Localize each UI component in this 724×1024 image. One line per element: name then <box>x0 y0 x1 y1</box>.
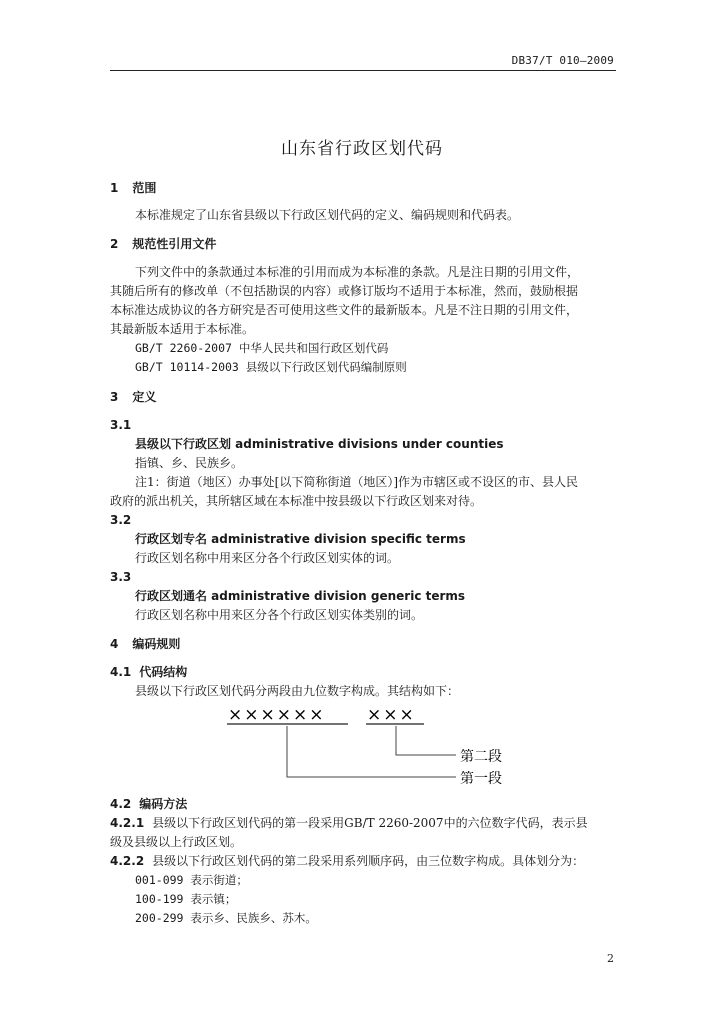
paragraph-line: 下列文件中的条款通过本标准的引用而成为本标准的条款。凡是注日期的引用文件， <box>135 265 580 279</box>
definition-text: 指镇、乡、民族乡。 <box>135 456 244 470</box>
label-second-segment: 第二段 <box>460 749 502 765</box>
clause-number: 4.2.1 <box>110 816 145 830</box>
code-range-item: 200-299 表示乡、民族乡、苏木。 <box>135 911 317 925</box>
part-1-connector <box>287 726 456 777</box>
subsection-title: 代码结构 <box>139 665 188 679</box>
definition-number: 3.3 <box>110 570 132 584</box>
subsection-4-1-text: 县级以下行政区划代码分两段由九位数字构成。其结构如下： <box>135 684 460 698</box>
section-number: 1 <box>110 181 119 195</box>
section-number: 4 <box>110 637 119 651</box>
definition-term: 行政区划专名 administrative division specific terms <box>135 532 466 546</box>
page-title: 山东省行政区划代码 <box>281 139 443 159</box>
section-title: 编码规则 <box>132 637 181 651</box>
section-title: 定义 <box>132 390 157 404</box>
section-1-text: 本标准规定了山东省县级以下行政区划代码的定义、编码规则和代码表。 <box>135 208 520 222</box>
document-code: DB37/T 010—2009 <box>511 54 614 67</box>
subsection-title: 编码方法 <box>139 797 188 811</box>
subsection-4-1-heading <box>110 664 187 680</box>
reference-item: GB/T 2260-2007 中华人民共和国行政区划代码 <box>135 341 389 355</box>
section-2-heading <box>110 236 216 252</box>
definition-text: 行政区划名称中用来区分各个行政区划实体类别的词。 <box>135 608 424 622</box>
clause-number: 4.2.2 <box>110 854 145 868</box>
paragraph-line: 其随后所有的修改单（不包括勘误的内容）或修订版均不适用于本标准，然而，鼓励根据 <box>110 284 579 298</box>
code-range-item: 001-099 表示街道； <box>135 873 248 887</box>
section-1-heading <box>110 180 156 196</box>
definition-term: 县级以下行政区划 administrative divisions under counties <box>135 437 504 451</box>
subsection-4-2-heading <box>110 796 187 812</box>
section-4-heading <box>110 636 180 652</box>
section-title: 范围 <box>132 181 157 195</box>
label-first-segment: 第一段 <box>460 771 502 787</box>
definition-note: 注1：街道（地区）办事处[以下简称街道（地区）]作为市辖区或不设区的市、县人民 <box>135 475 579 489</box>
part-2-connector <box>396 726 456 755</box>
code-structure-diagram <box>110 700 616 800</box>
page-number: 2 <box>607 952 614 965</box>
subsection-number: 4.2 <box>110 797 132 811</box>
clause-4-2-1 <box>110 815 588 831</box>
clause-text: 县级以下行政区划代码的第一段采用GB/T 2260-2007中的六位数字代码，表示县 <box>152 816 588 830</box>
clause-text: 县级以下行政区划代码的第二段采用系列顺序码，由三位数字构成。具体划分为： <box>152 854 585 868</box>
section-number: 2 <box>110 237 119 251</box>
code-range-item: 100-199 表示镇； <box>135 892 237 906</box>
subsection-number: 4.1 <box>110 665 132 679</box>
section-number: 3 <box>110 390 119 404</box>
definition-number: 3.1 <box>110 418 132 432</box>
section-3-heading <box>110 389 156 405</box>
reference-item: GB/T 10114-2003 县级以下行政区划代码编制原则 <box>135 360 407 374</box>
section-title: 规范性引用文件 <box>132 237 217 251</box>
paragraph-line: 本标准达成协议的各方研究是否可使用这些文件的最新版本。凡是不注日期的引用文件， <box>110 303 579 317</box>
definition-term: 行政区划通名 administrative division generic terms <box>135 589 466 603</box>
header-rule <box>110 70 616 71</box>
definition-text: 行政区划名称中用来区分各个行政区划实体的词。 <box>135 551 400 565</box>
definition-number: 3.2 <box>110 513 132 527</box>
clause-4-2-1-continued: 级及县级以上行政区划。 <box>110 835 243 849</box>
clause-4-2-2 <box>110 853 584 869</box>
definition-note: 政府的派出机关，其所辖区域在本标准中按县级以下行政区划来对待。 <box>110 494 483 508</box>
code-part-1: ×××××× <box>228 705 326 725</box>
code-part-2: ××× <box>367 705 416 725</box>
paragraph-line: 其最新版本适用于本标准。 <box>110 322 255 336</box>
